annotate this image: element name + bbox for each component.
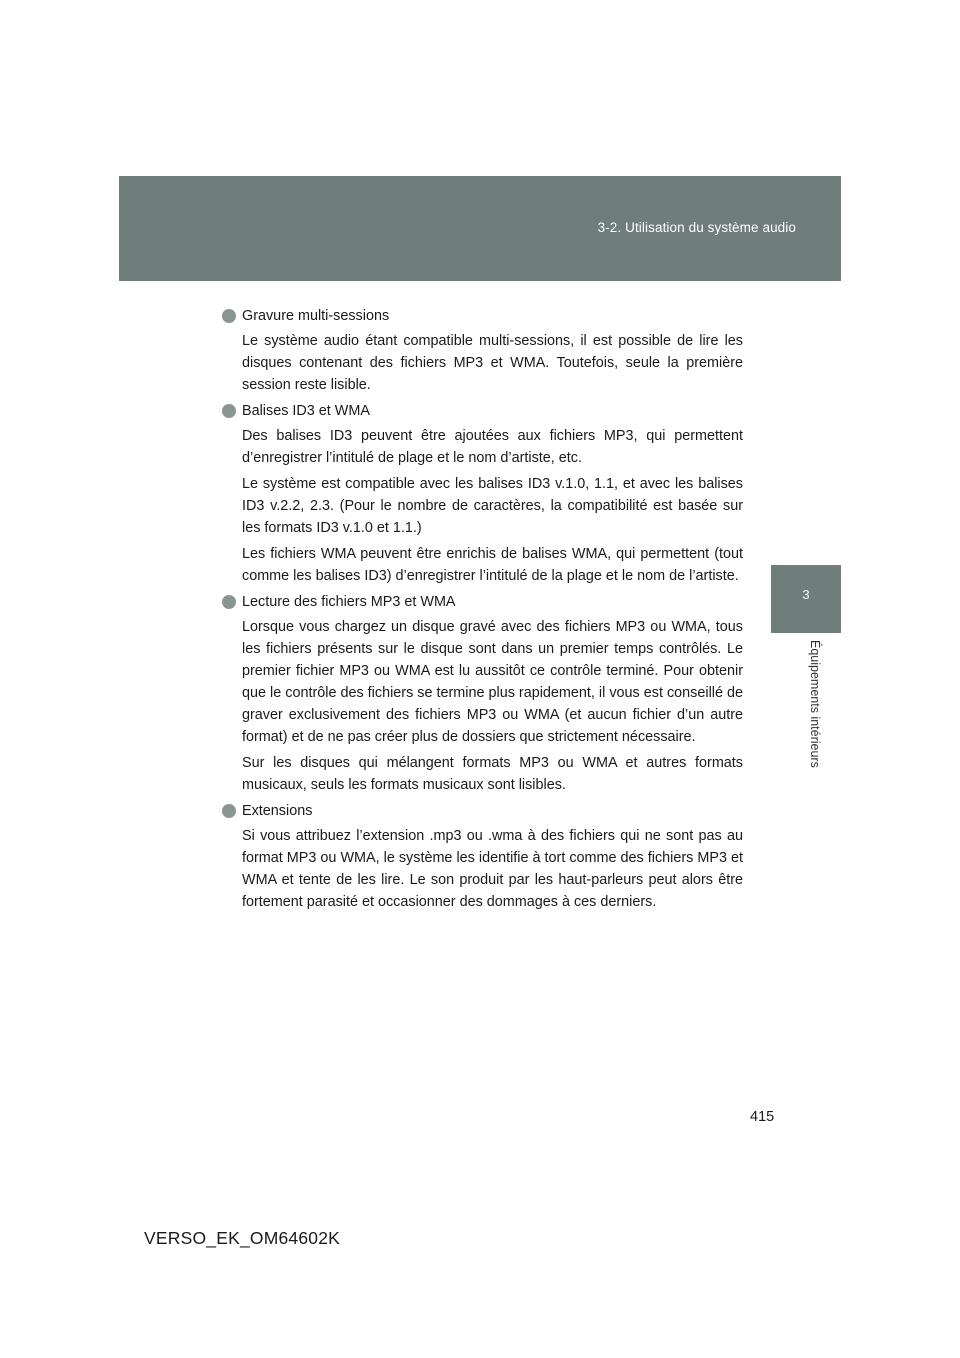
paragraph: Le système audio étant compatible multi-sessions, il est possible de lire les disques contenant des fichiers MP3 et WMA. Toutefois, seule la première session reste lisible. (242, 333, 743, 393)
chapter-number: 3 (802, 587, 810, 602)
section-heading (222, 305, 743, 327)
section-header-band (119, 176, 841, 281)
bullet-icon (222, 309, 236, 323)
bullet-icon (222, 404, 236, 418)
chapter-label-text: Équipements intérieurs (808, 640, 822, 768)
paragraph: Des balises ID3 peuvent être ajoutées aux fichiers MP3, qui permettent d’enregistrer l’intitulé de plage et le nom d’artiste, etc. (242, 428, 743, 466)
paragraph: Lorsque vous chargez un disque gravé avec des fichiers MP3 ou WMA, tous les fichiers présents sur le disque sont dans un premier temps contrôlés. Le premier fichier MP3 ou WMA est lu aussitôt ce contrôle terminé. Pour obtenir que le contrôle des fichiers se termine plus rapidement, il vous est conseillé de graver exclusivement des fichiers MP3 ou WMA (et aucun fichier d’un autre format) et de ne pas créer plus de dossiers que strictement nécessaire. (242, 619, 743, 745)
document-code: VERSO_EK_OM64602K (144, 1228, 341, 1248)
bullet-icon (222, 595, 236, 609)
section-heading (222, 591, 743, 613)
chapter-tab (771, 565, 841, 633)
section-heading-text: Extensions (242, 803, 313, 819)
paragraph: Les fichiers WMA peuvent être enrichis de balises WMA, qui permettent (tout comme les balises ID3) d’enregistrer l’intitulé de la plage et le nom de l’artiste. (242, 546, 743, 584)
section-heading-text: Lecture des fichiers MP3 et WMA (242, 594, 456, 610)
section-heading (222, 400, 743, 422)
section-title: 3-2. Utilisation du système audio (597, 220, 796, 235)
bullet-icon (222, 804, 236, 818)
paragraph: Si vous attribuez l’extension .mp3 ou .wma à des fichiers qui ne sont pas au format MP3 ou WMA, le système les identifie à tort comme des fichiers MP3 et WMA et tente de les lire. Le son produit par les haut-parleurs peut alors être fortement parasité et occasionner des dommages à ces derniers. (242, 828, 743, 910)
section-heading-text: Balises ID3 et WMA (242, 403, 370, 419)
section-heading (222, 800, 743, 822)
chapter-label (806, 633, 824, 793)
paragraph: Le système est compatible avec les balises ID3 v.1.0, 1.1, et avec les balises ID3 v.2.2, 2.3. (Pour le nombre de caractères, la compatibilité est basée sur les formats ID3 v.1.0 et 1.1.) (242, 476, 743, 536)
page-number: 415 (750, 1109, 775, 1125)
page-content (222, 305, 743, 917)
paragraph: Sur les disques qui mélangent formats MP3 ou WMA et autres formats musicaux, seuls les formats musicaux sont lisibles. (242, 755, 743, 793)
section-heading-text: Gravure multi-sessions (242, 308, 390, 324)
